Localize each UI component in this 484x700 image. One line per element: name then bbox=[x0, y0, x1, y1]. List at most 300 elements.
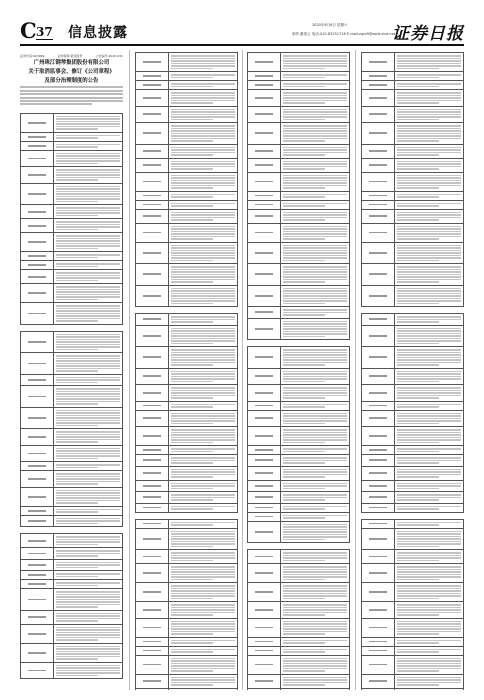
table-row bbox=[362, 582, 463, 601]
table-row bbox=[21, 624, 122, 643]
table-cell bbox=[169, 286, 237, 307]
table-cell bbox=[21, 386, 54, 407]
table-row bbox=[136, 384, 237, 401]
table-cell bbox=[362, 173, 395, 191]
table-cell bbox=[281, 385, 349, 401]
table-cell bbox=[136, 81, 169, 89]
table-cell bbox=[281, 638, 349, 646]
column-body bbox=[361, 52, 464, 690]
table-row bbox=[136, 688, 237, 691]
table-cell bbox=[136, 53, 169, 71]
table-cell bbox=[54, 429, 122, 445]
table-cell bbox=[362, 347, 395, 368]
table-row bbox=[136, 242, 237, 264]
table-row bbox=[21, 183, 122, 205]
table-cell bbox=[21, 205, 54, 218]
table-cell bbox=[248, 689, 281, 691]
table-cell bbox=[281, 319, 349, 340]
table-row bbox=[248, 318, 349, 340]
table-cell bbox=[395, 123, 463, 144]
table-cell bbox=[362, 159, 395, 172]
table-cell bbox=[362, 467, 395, 480]
table-cell bbox=[169, 427, 237, 445]
table-row bbox=[248, 503, 349, 512]
table-cell bbox=[169, 529, 237, 550]
table-cell bbox=[136, 314, 169, 325]
table-cell bbox=[21, 375, 54, 386]
table-cell bbox=[281, 492, 349, 503]
table-row bbox=[136, 89, 237, 106]
table-row bbox=[21, 534, 122, 547]
table-cell bbox=[248, 481, 281, 492]
table-row bbox=[362, 285, 463, 307]
table-cell bbox=[169, 173, 237, 191]
table-row bbox=[136, 466, 237, 480]
column-body bbox=[135, 52, 238, 690]
table-row bbox=[362, 172, 463, 191]
table-cell bbox=[395, 656, 463, 674]
table-row bbox=[21, 662, 122, 679]
table-cell bbox=[362, 529, 395, 550]
table-cell bbox=[54, 571, 122, 579]
table-cell bbox=[21, 270, 54, 283]
table-row bbox=[248, 637, 349, 646]
table-row bbox=[21, 302, 122, 324]
table-cell bbox=[54, 663, 122, 679]
table-cell bbox=[281, 675, 349, 688]
table-cell bbox=[169, 347, 237, 368]
table-cell bbox=[395, 619, 463, 637]
table-row bbox=[248, 401, 349, 410]
table-cell bbox=[21, 516, 54, 527]
table-cell bbox=[21, 560, 54, 571]
table-cell bbox=[169, 492, 237, 503]
table-row bbox=[362, 637, 463, 646]
table-cell bbox=[248, 411, 281, 427]
table-row bbox=[362, 325, 463, 347]
table-cell bbox=[362, 123, 395, 144]
table-cell bbox=[248, 264, 281, 285]
comparison-table bbox=[361, 52, 464, 307]
table-cell bbox=[248, 656, 281, 674]
table-cell bbox=[248, 446, 281, 454]
table-cell bbox=[54, 303, 122, 324]
table-row bbox=[248, 646, 349, 655]
table-row bbox=[248, 53, 349, 71]
table-cell bbox=[136, 385, 169, 401]
table-cell bbox=[136, 602, 169, 618]
table-row bbox=[21, 445, 122, 462]
table-cell bbox=[281, 201, 349, 209]
table-cell bbox=[169, 656, 237, 674]
table-cell bbox=[21, 133, 54, 141]
table-cell bbox=[21, 534, 54, 547]
table-row bbox=[362, 445, 463, 454]
table-cell bbox=[362, 90, 395, 106]
table-row bbox=[136, 520, 237, 528]
table-cell bbox=[281, 159, 349, 172]
table-cell bbox=[54, 184, 122, 205]
table-cell bbox=[54, 252, 122, 260]
table-cell bbox=[281, 81, 349, 89]
table-cell bbox=[248, 638, 281, 646]
table-cell bbox=[54, 408, 122, 429]
table-cell bbox=[54, 284, 122, 302]
table-row bbox=[136, 503, 237, 512]
table-cell bbox=[395, 689, 463, 691]
table-row bbox=[21, 204, 122, 218]
table-cell bbox=[169, 446, 237, 454]
notice-number: 公告编号:2020-031 bbox=[95, 54, 123, 58]
table-cell bbox=[136, 210, 169, 223]
issue-date: 2020年6月6日 星期六 bbox=[312, 23, 348, 27]
table-cell bbox=[281, 427, 349, 445]
table-row bbox=[248, 80, 349, 89]
table-row bbox=[362, 200, 463, 209]
table-cell bbox=[169, 564, 237, 582]
table-cell bbox=[136, 619, 169, 637]
table-cell bbox=[136, 455, 169, 466]
table-cell bbox=[362, 481, 395, 492]
table-row bbox=[21, 141, 122, 150]
table-cell bbox=[54, 386, 122, 407]
table-row bbox=[136, 325, 237, 347]
table-cell bbox=[248, 243, 281, 264]
table-row bbox=[248, 200, 349, 209]
table-cell bbox=[136, 123, 169, 144]
spacer bbox=[361, 513, 464, 517]
table-cell bbox=[248, 307, 281, 318]
table-row bbox=[248, 209, 349, 223]
table-cell bbox=[395, 224, 463, 242]
table-row bbox=[248, 426, 349, 445]
table-row bbox=[136, 71, 237, 80]
table-cell bbox=[248, 402, 281, 410]
table-row bbox=[136, 53, 237, 71]
table-cell bbox=[21, 644, 54, 662]
table-row bbox=[136, 106, 237, 123]
table-cell bbox=[281, 481, 349, 492]
table-cell bbox=[248, 675, 281, 688]
table-cell bbox=[21, 142, 54, 150]
table-cell bbox=[395, 638, 463, 646]
table-cell bbox=[362, 369, 395, 385]
table-row bbox=[248, 550, 349, 563]
table-row bbox=[136, 637, 237, 646]
table-row bbox=[362, 53, 463, 71]
table-cell bbox=[136, 286, 169, 307]
table-cell bbox=[248, 90, 281, 106]
table-cell bbox=[169, 481, 237, 492]
table-row bbox=[248, 106, 349, 123]
announcement-title-line: 广州珠江钢琴集团股份有限公司 bbox=[33, 60, 110, 66]
table-cell bbox=[54, 560, 122, 571]
table-row bbox=[248, 466, 349, 480]
table-cell bbox=[362, 411, 395, 427]
announcement-codes bbox=[20, 54, 123, 58]
table-cell bbox=[136, 173, 169, 191]
table-row bbox=[21, 332, 122, 353]
table-cell bbox=[281, 602, 349, 618]
table-cell bbox=[362, 583, 395, 601]
table-cell bbox=[281, 564, 349, 582]
announcement-header bbox=[20, 54, 123, 85]
table-cell bbox=[395, 286, 463, 307]
column-2 bbox=[135, 50, 238, 690]
table-row bbox=[21, 579, 122, 588]
table-cell bbox=[248, 123, 281, 144]
table-cell bbox=[395, 90, 463, 106]
comparison-table bbox=[20, 331, 123, 528]
table-cell bbox=[395, 159, 463, 172]
table-cell bbox=[54, 625, 122, 643]
table-cell bbox=[395, 192, 463, 200]
table-row bbox=[248, 242, 349, 264]
table-row bbox=[21, 114, 122, 132]
text-line bbox=[20, 90, 123, 92]
editor-contact: 制作:董春云 电话:010-83251716 E-mail:zqrb9@zqrb.sina.net bbox=[292, 32, 396, 36]
table-row bbox=[362, 242, 463, 264]
table-cell bbox=[281, 550, 349, 563]
spacer bbox=[135, 307, 238, 311]
table-row bbox=[362, 549, 463, 563]
table-row bbox=[248, 347, 349, 368]
table-row bbox=[362, 223, 463, 242]
table-row bbox=[21, 428, 122, 445]
table-cell bbox=[395, 520, 463, 528]
table-cell bbox=[54, 151, 122, 167]
table-cell bbox=[248, 224, 281, 242]
table-cell bbox=[281, 243, 349, 264]
table-row bbox=[21, 374, 122, 386]
table-cell bbox=[136, 583, 169, 601]
table-cell bbox=[169, 224, 237, 242]
comparison-table bbox=[135, 52, 238, 307]
table-cell bbox=[395, 81, 463, 89]
table-row bbox=[136, 200, 237, 209]
table-row bbox=[248, 655, 349, 674]
table-cell bbox=[362, 145, 395, 158]
table-cell bbox=[136, 492, 169, 503]
table-cell bbox=[169, 90, 237, 106]
table-row bbox=[248, 263, 349, 285]
table-cell bbox=[395, 481, 463, 492]
table-cell bbox=[281, 689, 349, 691]
table-row bbox=[248, 191, 349, 200]
table-cell bbox=[362, 550, 395, 563]
table-cell bbox=[248, 319, 281, 340]
table-cell bbox=[169, 326, 237, 347]
table-row bbox=[136, 480, 237, 492]
table-cell bbox=[281, 522, 349, 543]
table-row bbox=[136, 601, 237, 618]
comparison-table bbox=[20, 113, 123, 325]
table-cell bbox=[136, 402, 169, 410]
table-cell bbox=[395, 564, 463, 582]
table-cell bbox=[169, 210, 237, 223]
table-cell bbox=[362, 192, 395, 200]
table-cell bbox=[54, 580, 122, 588]
table-row bbox=[21, 588, 122, 610]
table-row bbox=[362, 688, 463, 691]
table-row bbox=[21, 251, 122, 260]
table-row bbox=[136, 368, 237, 385]
table-cell bbox=[281, 173, 349, 191]
table-cell bbox=[395, 264, 463, 285]
table-row bbox=[248, 223, 349, 242]
table-cell bbox=[169, 675, 237, 688]
table-cell bbox=[395, 583, 463, 601]
table-cell bbox=[169, 638, 237, 646]
table-cell bbox=[21, 571, 54, 579]
table-cell bbox=[362, 286, 395, 307]
table-row bbox=[136, 410, 237, 427]
table-row bbox=[136, 285, 237, 307]
table-row bbox=[362, 71, 463, 80]
table-row bbox=[136, 346, 237, 368]
table-row bbox=[21, 269, 122, 283]
masthead-rule bbox=[20, 44, 464, 46]
column-divider bbox=[129, 50, 130, 690]
table-cell bbox=[169, 550, 237, 563]
table-cell bbox=[169, 455, 237, 466]
table-row bbox=[362, 106, 463, 123]
table-cell bbox=[281, 264, 349, 285]
table-cell bbox=[281, 90, 349, 106]
table-cell bbox=[248, 602, 281, 618]
table-row bbox=[136, 655, 237, 674]
text-line bbox=[20, 93, 123, 95]
table-cell bbox=[21, 589, 54, 610]
table-cell bbox=[248, 369, 281, 385]
spacer bbox=[20, 325, 123, 329]
table-cell bbox=[248, 522, 281, 543]
table-cell bbox=[54, 375, 122, 386]
table-cell bbox=[395, 647, 463, 655]
table-cell bbox=[395, 467, 463, 480]
table-cell bbox=[136, 411, 169, 427]
table-cell bbox=[136, 72, 169, 80]
table-row bbox=[136, 209, 237, 223]
table-row bbox=[21, 547, 122, 559]
table-cell bbox=[21, 284, 54, 302]
table-cell bbox=[136, 326, 169, 347]
table-row bbox=[248, 71, 349, 80]
table-row bbox=[362, 480, 463, 492]
table-cell bbox=[54, 611, 122, 624]
table-cell bbox=[395, 550, 463, 563]
table-cell bbox=[21, 252, 54, 260]
table-cell bbox=[248, 647, 281, 655]
table-row bbox=[362, 601, 463, 618]
table-cell bbox=[54, 548, 122, 559]
column-body bbox=[20, 86, 123, 679]
table-row bbox=[362, 563, 463, 582]
table-cell bbox=[281, 402, 349, 410]
table-cell bbox=[136, 224, 169, 242]
table-row bbox=[362, 368, 463, 385]
table-cell bbox=[395, 326, 463, 347]
table-cell bbox=[136, 647, 169, 655]
table-cell bbox=[248, 173, 281, 191]
table-cell bbox=[54, 142, 122, 150]
table-cell bbox=[136, 564, 169, 582]
table-cell bbox=[169, 619, 237, 637]
table-row bbox=[248, 122, 349, 144]
table-cell bbox=[281, 513, 349, 521]
table-row bbox=[362, 209, 463, 223]
section-letter: C bbox=[20, 18, 37, 43]
table-cell bbox=[395, 369, 463, 385]
table-row bbox=[21, 150, 122, 167]
table-cell bbox=[281, 656, 349, 674]
table-cell bbox=[21, 184, 54, 205]
table-cell bbox=[169, 53, 237, 71]
announcement-title-line: 及部分治理制度的公告 bbox=[44, 78, 99, 84]
table-row bbox=[136, 263, 237, 285]
table-cell bbox=[169, 402, 237, 410]
table-cell bbox=[54, 462, 122, 470]
table-cell bbox=[281, 72, 349, 80]
table-cell bbox=[54, 507, 122, 515]
table-row bbox=[248, 306, 349, 318]
table-cell bbox=[21, 408, 54, 429]
table-cell bbox=[136, 638, 169, 646]
table-row bbox=[248, 563, 349, 582]
table-row bbox=[362, 655, 463, 674]
table-cell bbox=[21, 488, 54, 506]
text-line bbox=[20, 97, 123, 99]
table-cell bbox=[281, 647, 349, 655]
table-row bbox=[21, 385, 122, 407]
table-cell bbox=[248, 550, 281, 563]
column-divider bbox=[355, 50, 356, 690]
table-cell bbox=[21, 261, 54, 269]
table-row bbox=[362, 410, 463, 427]
table-cell bbox=[169, 369, 237, 385]
table-cell bbox=[136, 427, 169, 445]
table-row bbox=[362, 674, 463, 688]
table-cell bbox=[136, 201, 169, 209]
table-cell bbox=[136, 550, 169, 563]
table-cell bbox=[136, 689, 169, 691]
table-cell bbox=[54, 644, 122, 662]
comparison-table bbox=[247, 346, 350, 543]
table-cell bbox=[169, 520, 237, 528]
table-row bbox=[136, 454, 237, 466]
spacer bbox=[20, 527, 123, 531]
column-3 bbox=[247, 50, 350, 690]
table-cell bbox=[362, 326, 395, 347]
table-cell bbox=[281, 210, 349, 223]
table-row bbox=[362, 503, 463, 512]
table-cell bbox=[362, 385, 395, 401]
table-cell bbox=[248, 513, 281, 521]
table-row bbox=[21, 132, 122, 141]
table-cell bbox=[248, 455, 281, 466]
table-cell bbox=[281, 619, 349, 637]
table-row bbox=[21, 407, 122, 429]
table-row bbox=[136, 528, 237, 550]
table-cell bbox=[362, 675, 395, 688]
table-row bbox=[136, 144, 237, 158]
table-cell bbox=[281, 107, 349, 123]
table-cell bbox=[169, 689, 237, 691]
table-cell bbox=[362, 647, 395, 655]
table-cell bbox=[21, 219, 54, 232]
table-cell bbox=[136, 369, 169, 385]
table-cell bbox=[362, 243, 395, 264]
